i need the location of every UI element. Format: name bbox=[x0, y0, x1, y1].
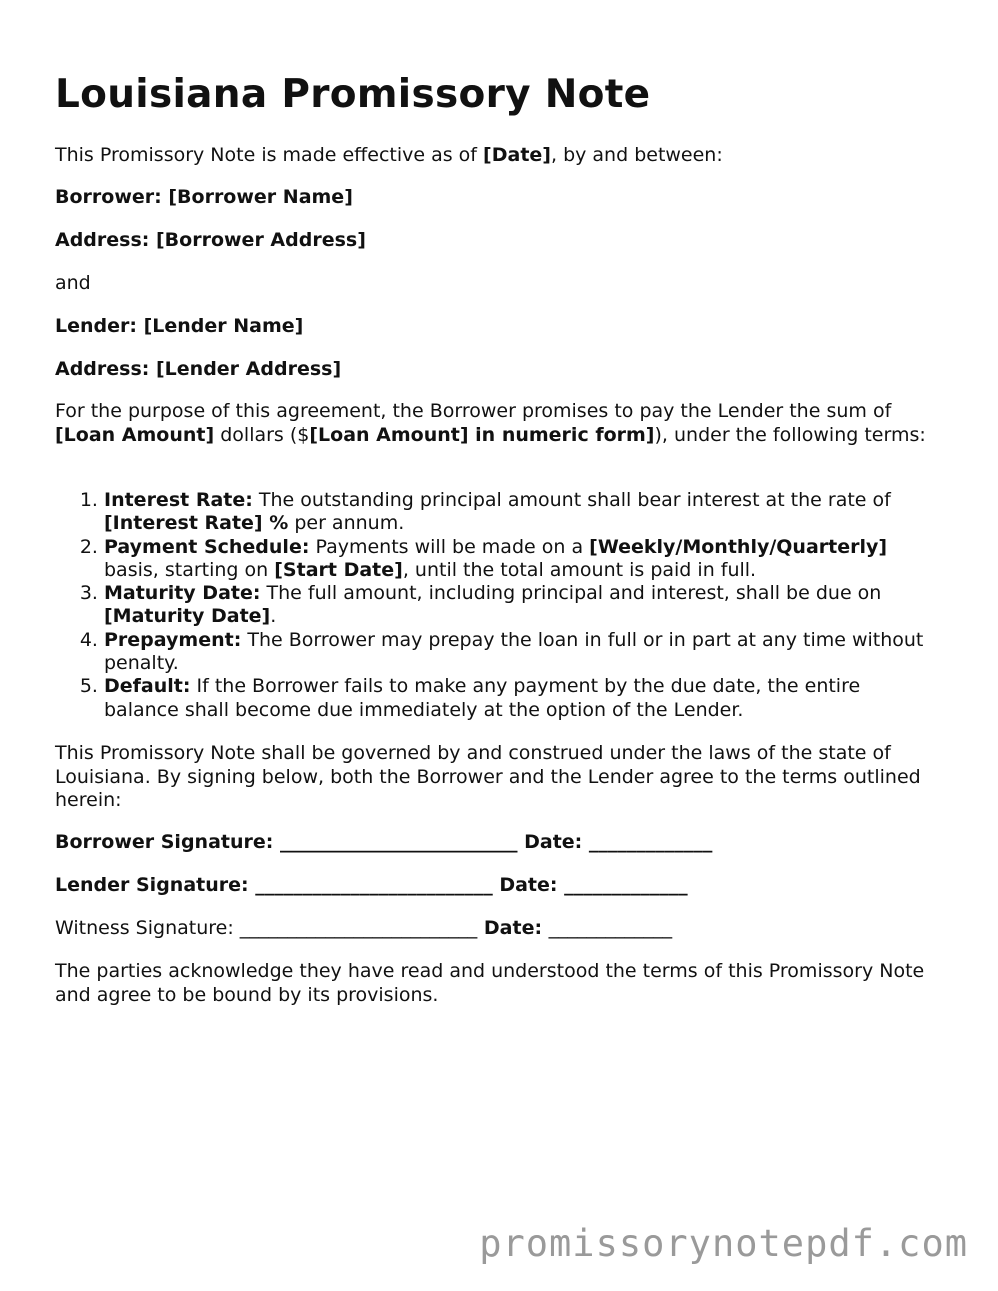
loan-amount-placeholder: [Loan Amount] bbox=[55, 423, 215, 446]
borrower-name-line: Borrower: [Borrower Name] bbox=[55, 186, 353, 208]
loan-amount-numeric-placeholder: [Loan Amount] in numeric form] bbox=[309, 423, 655, 446]
borrower-address-line: Address: [Borrower Address] bbox=[55, 229, 366, 251]
intro-paragraph bbox=[55, 144, 935, 168]
lender-date-field[interactable]: _____________ bbox=[564, 874, 688, 896]
lender-signature-line: Lender Signature: _________________________ Date: _____________ bbox=[55, 874, 688, 896]
witness-signature-line: Witness Signature: _________________________ Date: _____________ bbox=[55, 917, 673, 939]
acknowledgement-paragraph: The parties acknowledge they have read and understood the terms of this Promissory Note and agree to be bound by its provisions. bbox=[55, 960, 925, 1006]
watermark: promissorynotepdf.com bbox=[479, 1222, 968, 1265]
intro-date-placeholder: [Date] bbox=[483, 144, 551, 166]
list-item: 1. Interest Rate: The outstanding principal amount shall bear interest at the rate of [Interest Rate] % per annum. bbox=[104, 489, 935, 536]
purpose-text-3: ), under the following terms: bbox=[654, 423, 926, 446]
and-text: and bbox=[55, 272, 91, 294]
list-item: 3. Maturity Date: The full amount, including principal and interest, shall be due on [Maturity Date]. bbox=[104, 582, 935, 629]
lender-name-line: Lender: [Lender Name] bbox=[55, 315, 304, 337]
purpose-paragraph bbox=[55, 400, 935, 447]
terms-list bbox=[55, 489, 935, 722]
lender-signature-field[interactable]: _________________________ bbox=[255, 874, 493, 896]
governing-law-paragraph: This Promissory Note shall be governed by and construed under the laws of the state of Louisiana. By signing below, both the Borrower and the Lender agree to the terms outlined herein: bbox=[55, 742, 921, 811]
borrower-date-field[interactable]: _____________ bbox=[588, 831, 713, 853]
intro-text: This Promissory Note is made effective as of bbox=[55, 144, 484, 166]
witness-date-field[interactable]: _____________ bbox=[548, 917, 673, 939]
witness-signature-field[interactable]: _________________________ bbox=[239, 917, 478, 939]
intro-text-end: , by and between: bbox=[550, 144, 723, 166]
borrower-signature-field[interactable]: _________________________ bbox=[279, 831, 518, 853]
lender-address-line: Address: [Lender Address] bbox=[55, 358, 342, 380]
purpose-text: For the purpose of this agreement, the Borrower promises to pay the Lender the sum of bbox=[55, 400, 892, 422]
list-item: 2. Payment Schedule: Payments will be made on a [Weekly/Monthly/Quarterly] basis, starting on [Start Date], until the total amount is paid in full. bbox=[104, 536, 935, 583]
purpose-text-2: dollars ($ bbox=[214, 423, 310, 446]
list-item: 4. Prepayment: The Borrower may prepay the loan in full or in part at any time without penalty. bbox=[104, 629, 935, 676]
list-item: 5. Default: If the Borrower fails to make any payment by the due date, the entire balance shall become due immediately at the option of the Lender. bbox=[104, 675, 935, 722]
borrower-signature-line: Borrower Signature: _________________________ Date: _____________ bbox=[55, 831, 713, 853]
document-title: Louisiana Promissory Note bbox=[55, 72, 651, 117]
